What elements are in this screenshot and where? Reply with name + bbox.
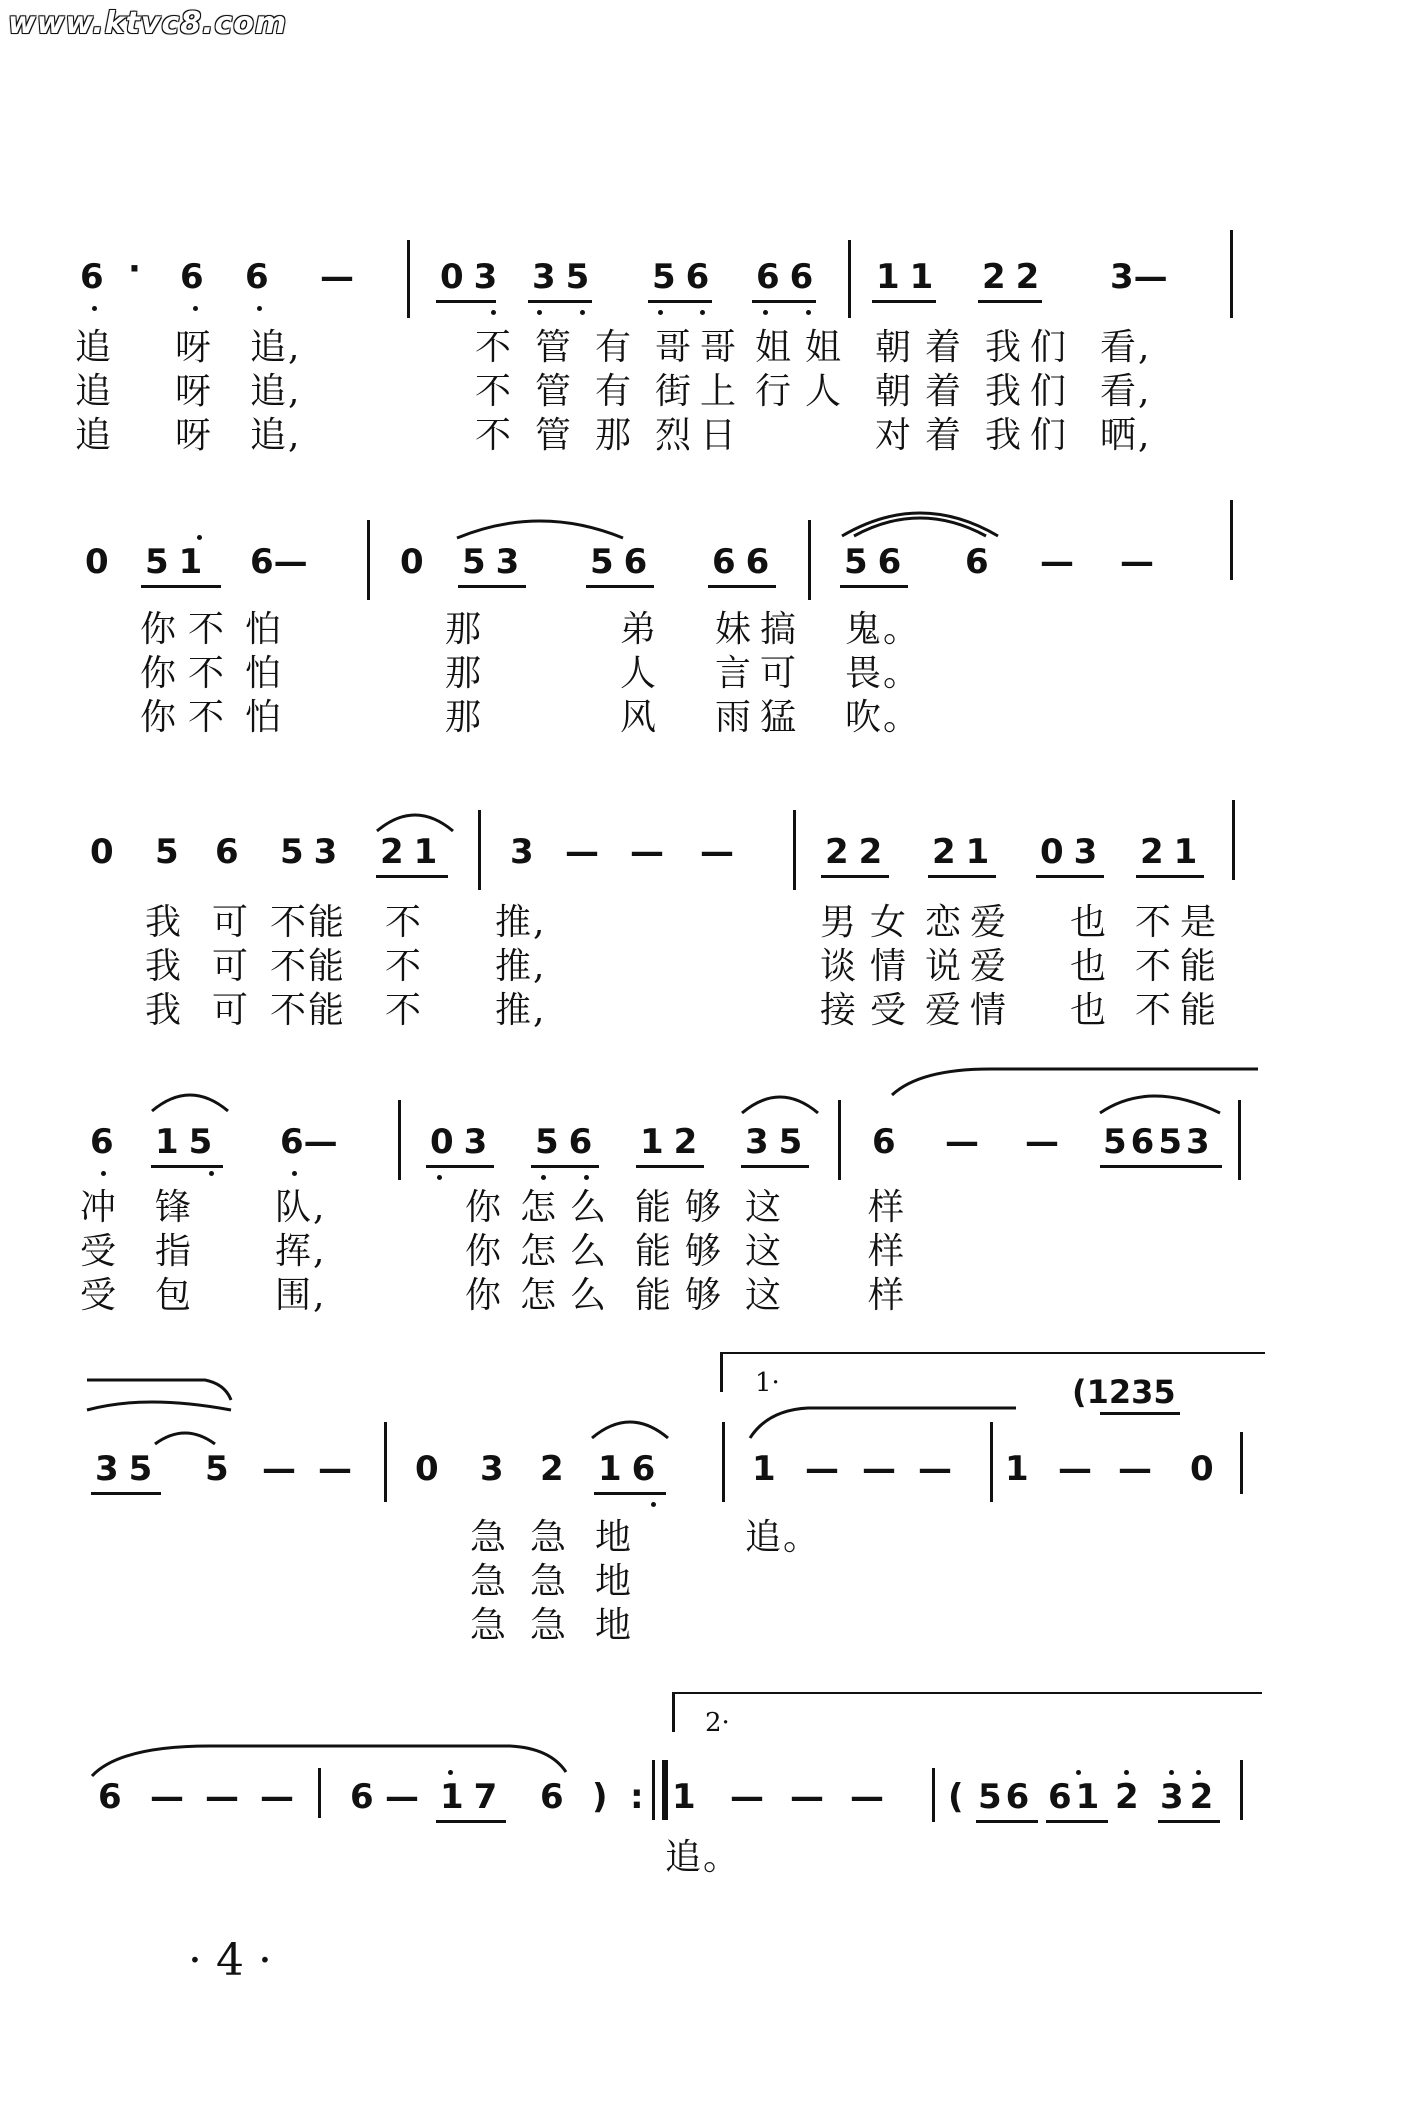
barline bbox=[848, 240, 851, 318]
repeat-barline-thick bbox=[662, 1760, 668, 1820]
volta-bracket bbox=[720, 1352, 723, 1392]
barline bbox=[478, 810, 481, 890]
system-2 bbox=[0, 500, 1420, 750]
tie bbox=[748, 1402, 1018, 1442]
barline bbox=[990, 1422, 993, 1502]
lyric-line-1: 追。 bbox=[665, 1837, 742, 1878]
dash: — bbox=[790, 1777, 824, 1817]
high-octave-dot bbox=[1196, 1770, 1201, 1775]
note: 1 bbox=[672, 1777, 696, 1817]
tie bbox=[90, 1740, 570, 1780]
beam bbox=[594, 1492, 666, 1495]
lyric-line-1: 我 可 不能 不 推, 男 女 恋 爱 也 不 是 bbox=[145, 902, 1219, 943]
note: 6 bbox=[215, 832, 239, 872]
note-group: 3— bbox=[1110, 257, 1168, 297]
low-octave-dot bbox=[651, 1502, 656, 1507]
note: 5 bbox=[155, 832, 179, 872]
note: 0 bbox=[85, 542, 109, 582]
barline bbox=[398, 1100, 401, 1180]
repeat-barline bbox=[652, 1760, 655, 1820]
low-octave-dot bbox=[658, 310, 663, 315]
beam bbox=[648, 300, 712, 303]
dash: — bbox=[320, 257, 354, 297]
barline bbox=[838, 1100, 841, 1180]
dash: — bbox=[630, 832, 664, 872]
system-1 bbox=[0, 230, 1420, 470]
note-group: 35 bbox=[95, 1449, 163, 1489]
low-octave-dot bbox=[437, 1175, 442, 1180]
dash: — bbox=[945, 1122, 979, 1162]
barline bbox=[1240, 1432, 1243, 1494]
lyric-line-1: 冲 锋 队, 你 怎 么 能 够 这 样 bbox=[80, 1187, 907, 1228]
note-group: 03 bbox=[430, 1122, 498, 1162]
beam bbox=[636, 1165, 704, 1168]
barline bbox=[1232, 800, 1235, 880]
dash: — bbox=[262, 1449, 296, 1489]
note-group: 53 bbox=[280, 832, 348, 872]
barline bbox=[384, 1422, 387, 1502]
barline bbox=[1230, 500, 1233, 580]
note: 6 bbox=[872, 1122, 896, 1162]
note: 6 bbox=[90, 1122, 114, 1162]
lyric-line-3: 追 呀 追, 不 管 那 烈 日 对 着 我 们 晒, bbox=[75, 415, 1152, 456]
high-octave-dot bbox=[1169, 1770, 1174, 1775]
note-group: 21 bbox=[380, 832, 448, 872]
dash: — bbox=[862, 1449, 896, 1489]
beam bbox=[436, 1820, 506, 1823]
note: 1 bbox=[1005, 1449, 1029, 1489]
low-octave-dot bbox=[700, 310, 705, 315]
beam bbox=[821, 875, 889, 878]
beam bbox=[586, 585, 654, 588]
note-group: 51 bbox=[145, 542, 213, 582]
watermark: www.ktvc8.com bbox=[8, 6, 288, 41]
note-group: 11 bbox=[876, 257, 944, 297]
beam bbox=[741, 1165, 809, 1168]
note-group: 56 bbox=[590, 542, 658, 582]
low-octave-dot bbox=[491, 310, 496, 315]
slur bbox=[740, 1087, 820, 1117]
beam bbox=[528, 300, 592, 303]
system-4 bbox=[0, 1065, 1420, 1325]
note-group: 6— bbox=[250, 542, 308, 582]
dash: — bbox=[805, 1449, 839, 1489]
beam bbox=[531, 1165, 599, 1168]
note-group: 03 bbox=[440, 257, 508, 297]
dash: — bbox=[1040, 542, 1074, 582]
note-group: 32 bbox=[1160, 1777, 1220, 1817]
paren-motif: (1235 bbox=[1072, 1373, 1176, 1411]
volta-label: 2· bbox=[705, 1708, 730, 1738]
note-group: 66 bbox=[756, 257, 824, 297]
note: 6 bbox=[245, 257, 269, 297]
high-octave-dot bbox=[1076, 1770, 1081, 1775]
note-group: 17 bbox=[440, 1777, 508, 1817]
note: 6 bbox=[80, 257, 104, 297]
note: 6 bbox=[965, 542, 989, 582]
beam bbox=[1036, 875, 1104, 878]
low-octave-dot bbox=[257, 306, 262, 311]
dash: — bbox=[150, 1777, 184, 1817]
note-group: 53 bbox=[462, 542, 530, 582]
barline bbox=[318, 1768, 321, 1818]
low-octave-dot bbox=[193, 306, 198, 311]
beam bbox=[752, 300, 816, 303]
tie bbox=[890, 1065, 1260, 1115]
barline bbox=[808, 520, 811, 600]
low-octave-dot bbox=[101, 1171, 106, 1176]
note: 2 bbox=[540, 1449, 564, 1489]
beam bbox=[436, 300, 496, 303]
note-group: 15 bbox=[155, 1122, 223, 1162]
note-group: 61 bbox=[1048, 1777, 1104, 1817]
barline bbox=[367, 520, 370, 600]
dash: — bbox=[260, 1777, 294, 1817]
beam bbox=[376, 875, 448, 878]
beam bbox=[458, 585, 526, 588]
note-group: 56 bbox=[978, 1777, 1034, 1817]
barline bbox=[1240, 1760, 1243, 1820]
dash: — bbox=[385, 1777, 419, 1817]
beam bbox=[872, 300, 936, 303]
barline bbox=[932, 1768, 935, 1822]
dash: — bbox=[318, 1449, 352, 1489]
low-octave-dot bbox=[92, 306, 97, 311]
lyric-line-2: 受 指 挥, 你 怎 么 能 够 这 样 bbox=[80, 1231, 907, 1272]
note: 6 bbox=[350, 1777, 374, 1817]
low-octave-dot bbox=[580, 310, 585, 315]
beam bbox=[1100, 1412, 1180, 1415]
lyric-line-3: 急 急 地 bbox=[470, 1605, 634, 1646]
beam bbox=[1046, 1820, 1108, 1823]
dash: — bbox=[1120, 542, 1154, 582]
dash: — bbox=[730, 1777, 764, 1817]
lyric-line-1: 急 急 地 追。 bbox=[470, 1517, 822, 1558]
system-6 bbox=[0, 1680, 1420, 1880]
low-octave-dot bbox=[806, 310, 811, 315]
low-octave-dot bbox=[763, 310, 768, 315]
note-group: 35 bbox=[532, 257, 600, 297]
barline bbox=[1238, 1100, 1241, 1180]
dash: — bbox=[205, 1777, 239, 1817]
dot-duration: · bbox=[128, 249, 141, 289]
note: 6 bbox=[180, 257, 204, 297]
lyric-line-3: 我 可 不能 不 推, 接 受 爱 情 也 不 能 bbox=[145, 990, 1219, 1031]
note-group: 21 bbox=[932, 832, 1000, 872]
note-group: 56 bbox=[652, 257, 720, 297]
barline bbox=[1230, 230, 1233, 318]
high-octave-dot bbox=[197, 535, 202, 540]
dash: — bbox=[850, 1777, 884, 1817]
slur bbox=[150, 1085, 230, 1115]
slur bbox=[840, 500, 1000, 540]
lyric-line-2: 你 不 怕 那 人 言 可 畏。 bbox=[140, 653, 922, 694]
beam bbox=[1136, 875, 1204, 878]
dash: — bbox=[918, 1449, 952, 1489]
note: 0 bbox=[90, 832, 114, 872]
barline bbox=[793, 810, 796, 890]
note-group: 21 bbox=[1140, 832, 1208, 872]
note: 0 bbox=[415, 1449, 439, 1489]
beam bbox=[141, 585, 221, 588]
beam bbox=[978, 300, 1042, 303]
beam bbox=[91, 1492, 161, 1495]
note-group: 6— bbox=[280, 1122, 338, 1162]
note: 2 bbox=[1115, 1777, 1139, 1817]
lyric-line-1: 追 呀 追, 不 管 有 哥 哥 姐 姐 朝 着 我 们 看, bbox=[75, 327, 1152, 368]
note: 6 bbox=[98, 1777, 122, 1817]
note-group: 22 bbox=[982, 257, 1050, 297]
lyric-line-3: 受 包 围, 你 怎 么 能 够 这 样 bbox=[80, 1275, 907, 1316]
low-octave-dot bbox=[584, 1175, 589, 1180]
barline bbox=[407, 240, 410, 318]
note: 0 bbox=[400, 542, 424, 582]
volta-line bbox=[720, 1352, 1265, 1354]
low-octave-dot bbox=[537, 310, 542, 315]
system-3 bbox=[0, 795, 1420, 1035]
beam bbox=[708, 585, 776, 588]
repeat-dots: : bbox=[630, 1777, 644, 1817]
high-octave-dot bbox=[1124, 1770, 1129, 1775]
note: 3 bbox=[480, 1449, 504, 1489]
note-group: 03 bbox=[1040, 832, 1108, 872]
note-group: 56 bbox=[844, 542, 912, 582]
lyric-line-2: 追 呀 追, 不 管 有 街 上 行 人 朝 着 我 们 看, bbox=[75, 371, 1152, 412]
lyric-line-2: 急 急 地 bbox=[470, 1561, 634, 1602]
note-group: 5653 bbox=[1103, 1122, 1214, 1162]
paren-open: ( bbox=[948, 1777, 964, 1817]
dash: — bbox=[700, 832, 734, 872]
slur bbox=[590, 1412, 670, 1442]
beam bbox=[840, 585, 908, 588]
low-octave-dot bbox=[209, 1171, 214, 1176]
beam bbox=[976, 1820, 1038, 1823]
note: 0 bbox=[1190, 1449, 1214, 1489]
slur bbox=[375, 805, 455, 835]
system-5 bbox=[0, 1340, 1420, 1660]
note-group: 66 bbox=[712, 542, 780, 582]
beam bbox=[151, 1165, 223, 1168]
note: 3 bbox=[510, 832, 534, 872]
barline bbox=[722, 1422, 725, 1502]
volta-label: 1· bbox=[755, 1368, 780, 1398]
note-group: 12 bbox=[640, 1122, 708, 1162]
note-group: 16 bbox=[598, 1449, 666, 1489]
volta-bracket bbox=[672, 1692, 675, 1732]
page-number: · 4 · bbox=[188, 1935, 272, 1986]
note: 1 bbox=[752, 1449, 776, 1489]
note-group: 56 bbox=[535, 1122, 603, 1162]
note: 5 bbox=[205, 1449, 229, 1489]
slur bbox=[455, 512, 625, 542]
beam bbox=[426, 1165, 494, 1168]
beam bbox=[928, 875, 996, 878]
beam bbox=[1100, 1165, 1222, 1168]
note: 6 bbox=[540, 1777, 564, 1817]
dash: — bbox=[565, 832, 599, 872]
note-group: 35 bbox=[745, 1122, 813, 1162]
high-octave-dot bbox=[448, 1770, 453, 1775]
dash: — bbox=[1025, 1122, 1059, 1162]
lyric-line-1: 你 不 怕 那 弟 妹 搞 鬼。 bbox=[140, 609, 922, 650]
dash: — bbox=[1058, 1449, 1092, 1489]
volta-line bbox=[672, 1692, 1262, 1694]
paren-close: ) bbox=[592, 1777, 608, 1817]
dash: — bbox=[1118, 1449, 1152, 1489]
low-octave-dot bbox=[541, 1175, 546, 1180]
lyric-line-2: 我 可 不能 不 推, 谈 情 说 爱 也 不 能 bbox=[145, 946, 1219, 987]
low-octave-dot bbox=[292, 1171, 297, 1176]
lyric-line-3: 你 不 怕 那 风 雨 猛 吹。 bbox=[140, 697, 922, 738]
beam bbox=[1158, 1820, 1220, 1823]
note-group: 22 bbox=[825, 832, 893, 872]
